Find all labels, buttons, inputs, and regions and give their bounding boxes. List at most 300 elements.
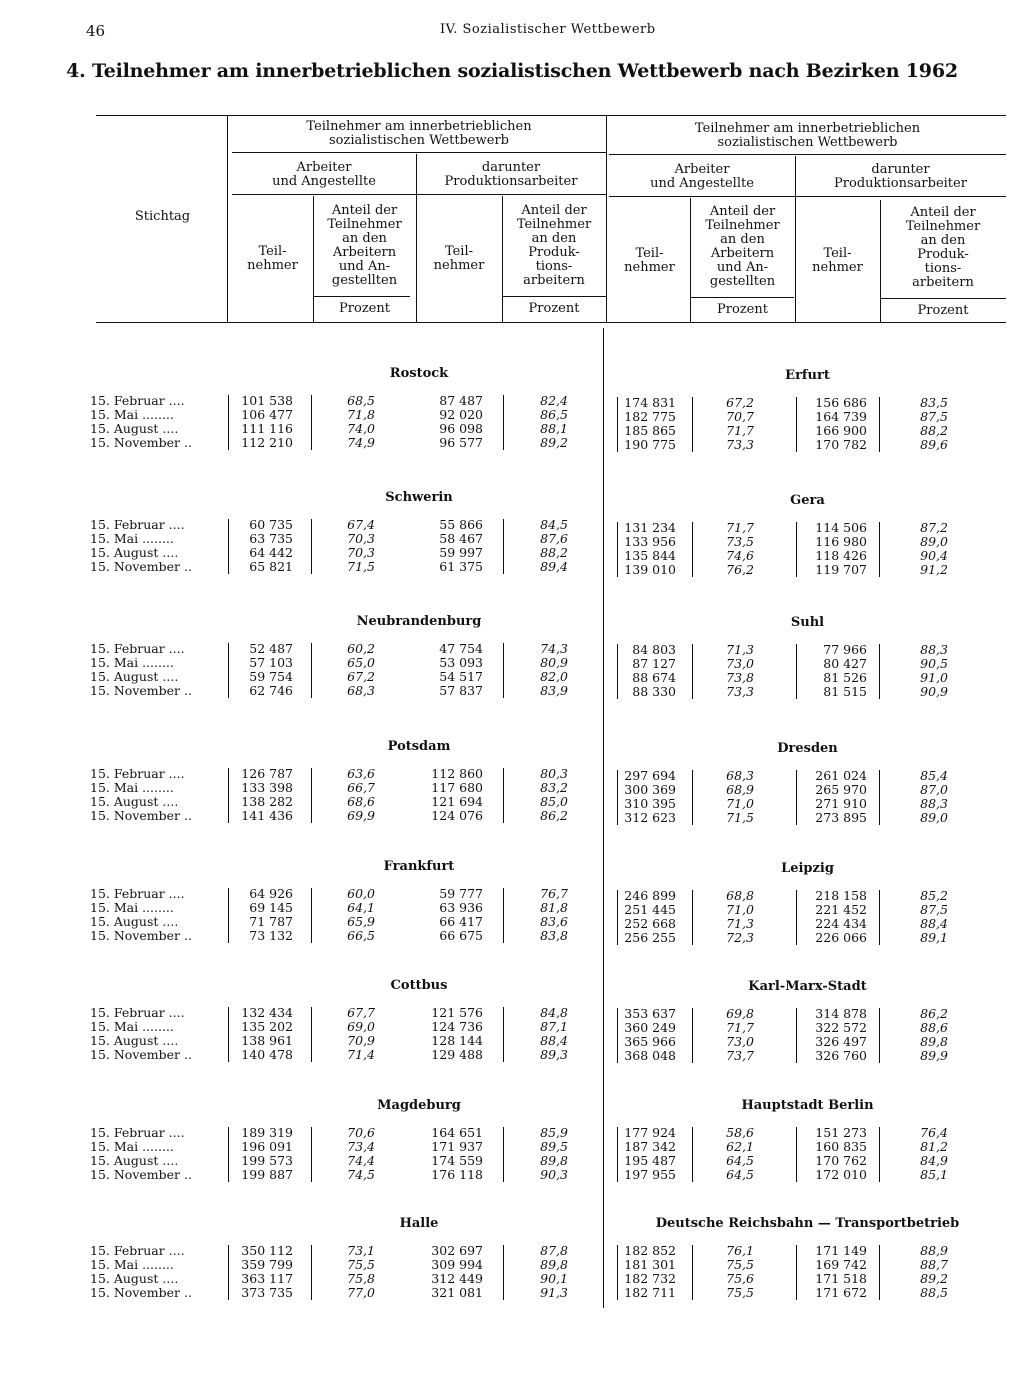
region-name: Schwerin xyxy=(385,490,453,505)
participants-value: 182 732 xyxy=(624,1271,676,1286)
share-production-header-line: an den xyxy=(531,231,577,246)
share-value: 74,5 xyxy=(347,1167,375,1182)
participants-value: 64 442 xyxy=(249,545,293,560)
column-tick xyxy=(796,644,797,699)
participants-value: 224 434 xyxy=(815,916,867,931)
share-value: 64,5 xyxy=(726,1167,754,1182)
column-tick xyxy=(228,519,229,574)
region-name: Potsdam xyxy=(387,739,451,754)
participants-value: 261 024 xyxy=(815,768,867,783)
share-value: 88,6 xyxy=(920,1020,948,1035)
date-label: 15. August .... xyxy=(90,914,179,929)
participants-value: 57 103 xyxy=(249,655,293,670)
participants-value: 151 273 xyxy=(815,1125,867,1140)
participants-value: 65 821 xyxy=(249,559,293,574)
participants-value: 135 202 xyxy=(241,1019,293,1034)
participants-value: 81 515 xyxy=(823,684,867,699)
participants-header-line: Teil- xyxy=(258,244,287,259)
participants-value: 88 330 xyxy=(632,684,676,699)
participants-value: 176 118 xyxy=(431,1167,483,1182)
share-value: 86,2 xyxy=(540,808,568,823)
participants-value: 314 878 xyxy=(815,1006,867,1021)
participants-value: 121 576 xyxy=(431,1005,483,1020)
share-workers-header-line: und An- xyxy=(716,260,769,275)
participants-value: 326 497 xyxy=(815,1034,867,1049)
share-value: 89,9 xyxy=(920,1048,948,1063)
participants-value: 66 675 xyxy=(439,928,483,943)
share-value: 90,9 xyxy=(920,684,948,699)
participants-value: 368 048 xyxy=(624,1048,676,1063)
participants-value: 359 799 xyxy=(241,1257,293,1272)
participants-value: 61 375 xyxy=(439,559,483,574)
share-production-header-line: Teilnehmer xyxy=(516,217,592,232)
share-value: 83,5 xyxy=(920,395,948,410)
share-value: 89,6 xyxy=(920,437,948,452)
participants-value: 373 735 xyxy=(241,1285,293,1300)
share-value: 88,5 xyxy=(920,1285,948,1300)
unit-label: Prozent xyxy=(917,303,969,318)
participants-value: 88 674 xyxy=(632,670,676,685)
region-name: Frankfurt xyxy=(383,859,455,874)
share-production-header-line: an den xyxy=(920,233,966,248)
participants-value: 59 997 xyxy=(439,545,483,560)
participants-header-line: Teil- xyxy=(444,244,474,259)
column-tick xyxy=(617,397,618,452)
date-label: 15. Mai ........ xyxy=(90,655,174,670)
column-tick xyxy=(692,770,693,825)
workers-header-line2: und Angestellte xyxy=(272,174,376,189)
participants-value: 226 066 xyxy=(815,930,867,945)
date-label: 15. November .. xyxy=(90,1047,192,1062)
share-value: 89,2 xyxy=(920,1271,948,1286)
column-tick xyxy=(692,644,693,699)
share-value: 67,2 xyxy=(726,395,754,410)
share-value: 69,9 xyxy=(347,808,375,823)
region-name: Rostock xyxy=(389,366,449,381)
participants-value: 119 707 xyxy=(815,562,867,577)
participants-value: 172 010 xyxy=(815,1167,867,1182)
share-value: 83,9 xyxy=(540,683,568,698)
participants-value: 128 144 xyxy=(431,1033,483,1048)
column-tick xyxy=(692,1127,693,1182)
share-value: 83,6 xyxy=(540,914,568,929)
participants-value: 59 754 xyxy=(249,669,293,684)
share-workers-header-line: gestellten xyxy=(331,273,398,288)
region-name: Magdeburg xyxy=(377,1098,461,1113)
column-tick xyxy=(617,522,618,577)
participants-value: 112 860 xyxy=(431,766,483,781)
share-value: 75,5 xyxy=(726,1285,754,1300)
date-label: 15. August .... xyxy=(90,794,179,809)
column-tick xyxy=(879,522,880,577)
share-value: 81,8 xyxy=(540,900,568,915)
share-value: 89,0 xyxy=(920,534,948,549)
participants-value: 326 760 xyxy=(815,1048,867,1063)
column-tick xyxy=(796,1008,797,1063)
stub-header: Stichtag xyxy=(134,209,191,224)
participants-value: 181 301 xyxy=(624,1257,676,1272)
share-value: 89,8 xyxy=(540,1257,568,1272)
column-tick xyxy=(228,643,229,698)
column-tick xyxy=(228,395,229,450)
participants-value: 114 506 xyxy=(815,520,867,535)
share-value: 83,2 xyxy=(540,780,568,795)
participants-value: 195 487 xyxy=(624,1153,676,1168)
column-tick xyxy=(228,1007,229,1062)
share-value: 84,5 xyxy=(540,517,568,532)
date-label: 15. Februar .... xyxy=(90,1125,185,1140)
share-value: 87,2 xyxy=(920,520,948,535)
date-label: 15. Februar .... xyxy=(90,1005,185,1020)
share-value: 87,0 xyxy=(920,782,948,797)
share-production-header-line: Teilnehmer xyxy=(905,219,981,234)
column-tick xyxy=(617,1127,618,1182)
participants-value: 64 926 xyxy=(249,886,293,901)
share-value: 71,5 xyxy=(726,810,754,825)
date-label: 15. Februar .... xyxy=(90,1243,185,1258)
participants-header-line: nehmer xyxy=(812,260,863,275)
participants-value: 265 970 xyxy=(815,782,867,797)
share-value: 76,2 xyxy=(726,562,754,577)
date-label: 15. Mai ........ xyxy=(90,531,174,546)
share-value: 80,9 xyxy=(540,655,568,670)
column-tick xyxy=(617,1245,618,1300)
column-tick xyxy=(879,770,880,825)
share-workers-header xyxy=(313,204,416,288)
participants-value: 106 477 xyxy=(241,407,293,422)
participants-value: 112 210 xyxy=(241,435,293,450)
date-label: 15. August .... xyxy=(90,1271,179,1286)
share-value: 88,3 xyxy=(920,642,948,657)
participants-value: 174 831 xyxy=(624,395,676,410)
share-value: 87,5 xyxy=(920,409,948,424)
participants-value: 71 787 xyxy=(249,914,293,929)
participants-value: 138 282 xyxy=(241,794,293,809)
group-header-line2: sozialistischen Wettbewerb xyxy=(717,135,898,150)
participants-value: 310 395 xyxy=(624,796,676,811)
share-value: 85,1 xyxy=(920,1167,948,1182)
production-header: darunter Produktionsarbeiter xyxy=(795,163,1006,191)
share-value: 68,6 xyxy=(347,794,375,809)
share-value: 86,5 xyxy=(540,407,568,422)
participants-value: 53 093 xyxy=(439,655,483,670)
date-label: 15. Mai ........ xyxy=(90,1257,174,1272)
participants-value: 96 577 xyxy=(439,435,483,450)
column-tick xyxy=(228,1127,229,1182)
share-value: 76,1 xyxy=(726,1243,754,1258)
share-workers-header-line: und An- xyxy=(338,259,391,274)
share-value: 75,8 xyxy=(347,1271,375,1286)
region-name: Suhl xyxy=(790,615,825,630)
participants-value: 322 572 xyxy=(815,1020,867,1035)
share-workers-header-line: Anteil der xyxy=(331,203,398,218)
share-value: 73,8 xyxy=(726,670,754,685)
column-tick xyxy=(311,643,312,698)
share-production-header-line: Anteil der xyxy=(521,203,587,218)
share-value: 82,4 xyxy=(540,393,568,408)
share-value: 88,2 xyxy=(920,423,948,438)
region-name: Karl-Marx-Stadt xyxy=(748,979,867,994)
share-workers-header-line: Arbeitern xyxy=(710,246,775,261)
column-tick xyxy=(879,890,880,945)
participants-value: 189 319 xyxy=(241,1125,293,1140)
participants-value: 92 020 xyxy=(439,407,483,422)
participants-value: 101 538 xyxy=(241,393,293,408)
share-value: 82,0 xyxy=(540,669,568,684)
unit-label: Prozent xyxy=(717,302,768,317)
participants-value: 69 145 xyxy=(249,900,293,915)
participants-value: 166 900 xyxy=(815,423,867,438)
share-value: 68,3 xyxy=(726,768,754,783)
unit-rule xyxy=(690,297,794,298)
participants-value: 139 010 xyxy=(624,562,676,577)
share-value: 90,4 xyxy=(920,548,948,563)
unit-rule xyxy=(502,296,606,297)
share-production-header-line: tions- xyxy=(535,259,573,274)
share-value: 83,8 xyxy=(540,928,568,943)
share-value: 68,3 xyxy=(347,683,375,698)
region-name: Hauptstadt Berlin xyxy=(741,1098,874,1113)
share-production-header-line: tions- xyxy=(924,261,962,276)
participants-value: 131 234 xyxy=(624,520,676,535)
share-value: 71,5 xyxy=(347,559,375,574)
participants-value: 59 777 xyxy=(439,886,483,901)
share-value: 76,4 xyxy=(920,1125,948,1140)
participants-value: 218 158 xyxy=(815,888,867,903)
participants-value: 60 735 xyxy=(249,517,293,532)
share-value: 84,9 xyxy=(920,1153,948,1168)
share-value: 64,5 xyxy=(726,1153,754,1168)
column-tick xyxy=(796,1127,797,1182)
share-value: 77,0 xyxy=(347,1285,375,1300)
share-production-header-line: Anteil der xyxy=(910,205,976,220)
participants-value: 52 487 xyxy=(249,641,293,656)
group-rule-left xyxy=(232,152,606,153)
date-label: 15. November .. xyxy=(90,435,192,450)
share-value: 70,6 xyxy=(347,1125,375,1140)
share-value: 86,2 xyxy=(920,1006,948,1021)
share-value: 74,0 xyxy=(347,421,375,436)
region-name: Halle xyxy=(399,1216,439,1231)
unit-label: Prozent xyxy=(528,301,580,316)
column-tick xyxy=(311,1245,312,1300)
share-value: 69,0 xyxy=(347,1019,375,1034)
table-title: 4. Teilnehmer am innerbetrieblichen sozialistischen Wettbewerb nach Bezirken 1962 xyxy=(66,60,958,82)
share-value: 66,7 xyxy=(347,780,375,795)
share-value: 90,1 xyxy=(540,1271,568,1286)
participants-value: 360 249 xyxy=(624,1020,676,1035)
participants-value: 199 887 xyxy=(241,1167,293,1182)
participants-value: 63 936 xyxy=(439,900,483,915)
column-tick xyxy=(311,888,312,943)
share-production-header-line: arbeitern xyxy=(523,273,585,288)
share-value: 67,4 xyxy=(347,517,375,532)
subgroup-rule-right xyxy=(609,196,1006,197)
share-value: 71,7 xyxy=(726,1020,754,1035)
share-production-header xyxy=(502,204,606,288)
participants-value: 302 697 xyxy=(431,1243,483,1258)
participants-value: 171 672 xyxy=(815,1285,867,1300)
share-value: 89,0 xyxy=(920,810,948,825)
workers-header: Arbeiter und Angestellte xyxy=(609,163,795,191)
participants-value: 84 803 xyxy=(632,642,676,657)
column-tick xyxy=(617,1008,618,1063)
share-value: 88,4 xyxy=(920,916,948,931)
share-value: 90,3 xyxy=(540,1167,568,1182)
participants-value: 353 637 xyxy=(624,1006,676,1021)
participants-value: 187 342 xyxy=(624,1139,676,1154)
participants-value: 141 436 xyxy=(241,808,293,823)
share-workers-header-line: an den xyxy=(342,231,387,246)
participants-value: 170 782 xyxy=(815,437,867,452)
participants-value: 129 488 xyxy=(431,1047,483,1062)
participants-value: 273 895 xyxy=(815,810,867,825)
participants-value: 116 980 xyxy=(815,534,867,549)
date-label: 15. November .. xyxy=(90,1167,192,1182)
date-label: 15. August .... xyxy=(90,421,179,436)
running-head: IV. Sozialistischer Wettbewerb xyxy=(440,22,656,37)
share-workers-header xyxy=(690,205,795,289)
participants-value: 66 417 xyxy=(439,914,483,929)
date-label: 15. Mai ........ xyxy=(90,780,174,795)
participants-header-line: Teil- xyxy=(823,246,852,261)
participants-value: 174 559 xyxy=(431,1153,483,1168)
share-value: 68,9 xyxy=(726,782,754,797)
share-value: 74,9 xyxy=(347,435,375,450)
participants-value: 271 910 xyxy=(815,796,867,811)
participants-value: 182 775 xyxy=(624,409,676,424)
column-tick xyxy=(692,522,693,577)
share-value: 72,3 xyxy=(726,930,754,945)
column-tick xyxy=(796,397,797,452)
share-value: 73,7 xyxy=(726,1048,754,1063)
column-tick xyxy=(692,1245,693,1300)
date-label: 15. August .... xyxy=(90,669,179,684)
share-value: 88,4 xyxy=(540,1033,568,1048)
column-tick xyxy=(503,395,504,450)
participants-value: 87 487 xyxy=(439,393,483,408)
share-value: 88,1 xyxy=(540,421,568,436)
share-value: 74,4 xyxy=(347,1153,375,1168)
share-value: 88,9 xyxy=(920,1243,948,1258)
participants-value: 63 735 xyxy=(249,531,293,546)
column-tick xyxy=(503,1245,504,1300)
participants-value: 135 844 xyxy=(624,548,676,563)
date-label: 15. Mai ........ xyxy=(90,900,174,915)
share-value: 80,3 xyxy=(540,766,568,781)
participants-value: 197 955 xyxy=(624,1167,676,1182)
participants-value: 252 668 xyxy=(624,916,676,931)
participants-value: 182 852 xyxy=(624,1243,676,1258)
share-value: 70,9 xyxy=(347,1033,375,1048)
column-tick xyxy=(879,1127,880,1182)
participants-header-line: nehmer xyxy=(433,258,485,273)
column-tick xyxy=(503,1127,504,1182)
date-label: 15. August .... xyxy=(90,545,179,560)
group-header-line2: sozialistischen Wettbewerb xyxy=(329,133,509,148)
participants-value: 309 994 xyxy=(431,1257,483,1272)
share-value: 87,8 xyxy=(540,1243,568,1258)
participants-value: 111 116 xyxy=(241,421,293,436)
column-tick xyxy=(503,888,504,943)
region-name: Leipzig xyxy=(781,861,834,876)
workers-header-line2: und Angestellte xyxy=(650,176,754,191)
participants-value: 81 526 xyxy=(823,670,867,685)
participants-value: 164 651 xyxy=(431,1125,483,1140)
participants-value: 117 680 xyxy=(431,780,483,795)
share-value: 70,7 xyxy=(726,409,754,424)
share-value: 74,3 xyxy=(540,641,568,656)
participants-header xyxy=(795,247,880,275)
participants-value: 170 762 xyxy=(815,1153,867,1168)
column-tick xyxy=(879,644,880,699)
participants-value: 365 966 xyxy=(624,1034,676,1049)
participants-value: 164 739 xyxy=(815,409,867,424)
share-value: 87,6 xyxy=(540,531,568,546)
date-label: 15. August .... xyxy=(90,1033,179,1048)
share-value: 73,0 xyxy=(726,656,754,671)
participants-value: 80 427 xyxy=(823,656,867,671)
stub-divider xyxy=(227,115,228,322)
date-label: 15. Mai ........ xyxy=(90,407,174,422)
share-workers-header-line: Anteil der xyxy=(709,204,776,219)
group-rule-right xyxy=(609,154,1006,155)
share-value: 75,5 xyxy=(347,1257,375,1272)
workers-header: Arbeiter und Angestellte xyxy=(232,161,416,189)
participants-value: 171 518 xyxy=(815,1271,867,1286)
share-value: 85,0 xyxy=(540,794,568,809)
share-workers-header-line: Teilnehmer xyxy=(705,218,780,233)
participants-value: 182 711 xyxy=(624,1285,676,1300)
participants-value: 156 686 xyxy=(815,395,867,410)
share-value: 89,5 xyxy=(540,1139,568,1154)
share-value: 88,7 xyxy=(920,1257,948,1272)
share-value: 71,8 xyxy=(347,407,375,422)
date-label: 15. Februar .... xyxy=(90,766,185,781)
date-label: 15. November .. xyxy=(90,1285,192,1300)
participants-value: 124 736 xyxy=(431,1019,483,1034)
column-tick xyxy=(228,888,229,943)
participants-value: 133 956 xyxy=(624,534,676,549)
share-value: 87,1 xyxy=(540,1019,568,1034)
participants-value: 196 091 xyxy=(241,1139,293,1154)
share-value: 91,0 xyxy=(920,670,948,685)
participants-value: 297 694 xyxy=(624,768,676,783)
subgroup-rule-left xyxy=(232,194,606,195)
share-value: 71,7 xyxy=(726,520,754,535)
date-label: 15. Februar .... xyxy=(90,641,185,656)
share-value: 69,8 xyxy=(726,1006,754,1021)
participants-value: 190 775 xyxy=(624,437,676,452)
share-value: 71,0 xyxy=(726,902,754,917)
share-production-header-line: arbeitern xyxy=(912,275,974,290)
share-value: 64,1 xyxy=(347,900,375,915)
share-value: 85,9 xyxy=(540,1125,568,1140)
participants-value: 312 449 xyxy=(431,1271,483,1286)
column-tick xyxy=(503,643,504,698)
participants-value: 221 452 xyxy=(815,902,867,917)
group-header: Teilnehmer am innerbetrieblichen sozialistischen Wettbewerb xyxy=(232,120,606,148)
share-value: 71,4 xyxy=(347,1047,375,1062)
share-value: 89,8 xyxy=(920,1034,948,1049)
participants-value: 312 623 xyxy=(624,810,676,825)
column-tick xyxy=(311,1127,312,1182)
participants-value: 256 255 xyxy=(624,930,676,945)
share-value: 65,0 xyxy=(347,655,375,670)
share-value: 76,7 xyxy=(540,886,568,901)
share-value: 71,3 xyxy=(726,642,754,657)
share-value: 73,3 xyxy=(726,684,754,699)
